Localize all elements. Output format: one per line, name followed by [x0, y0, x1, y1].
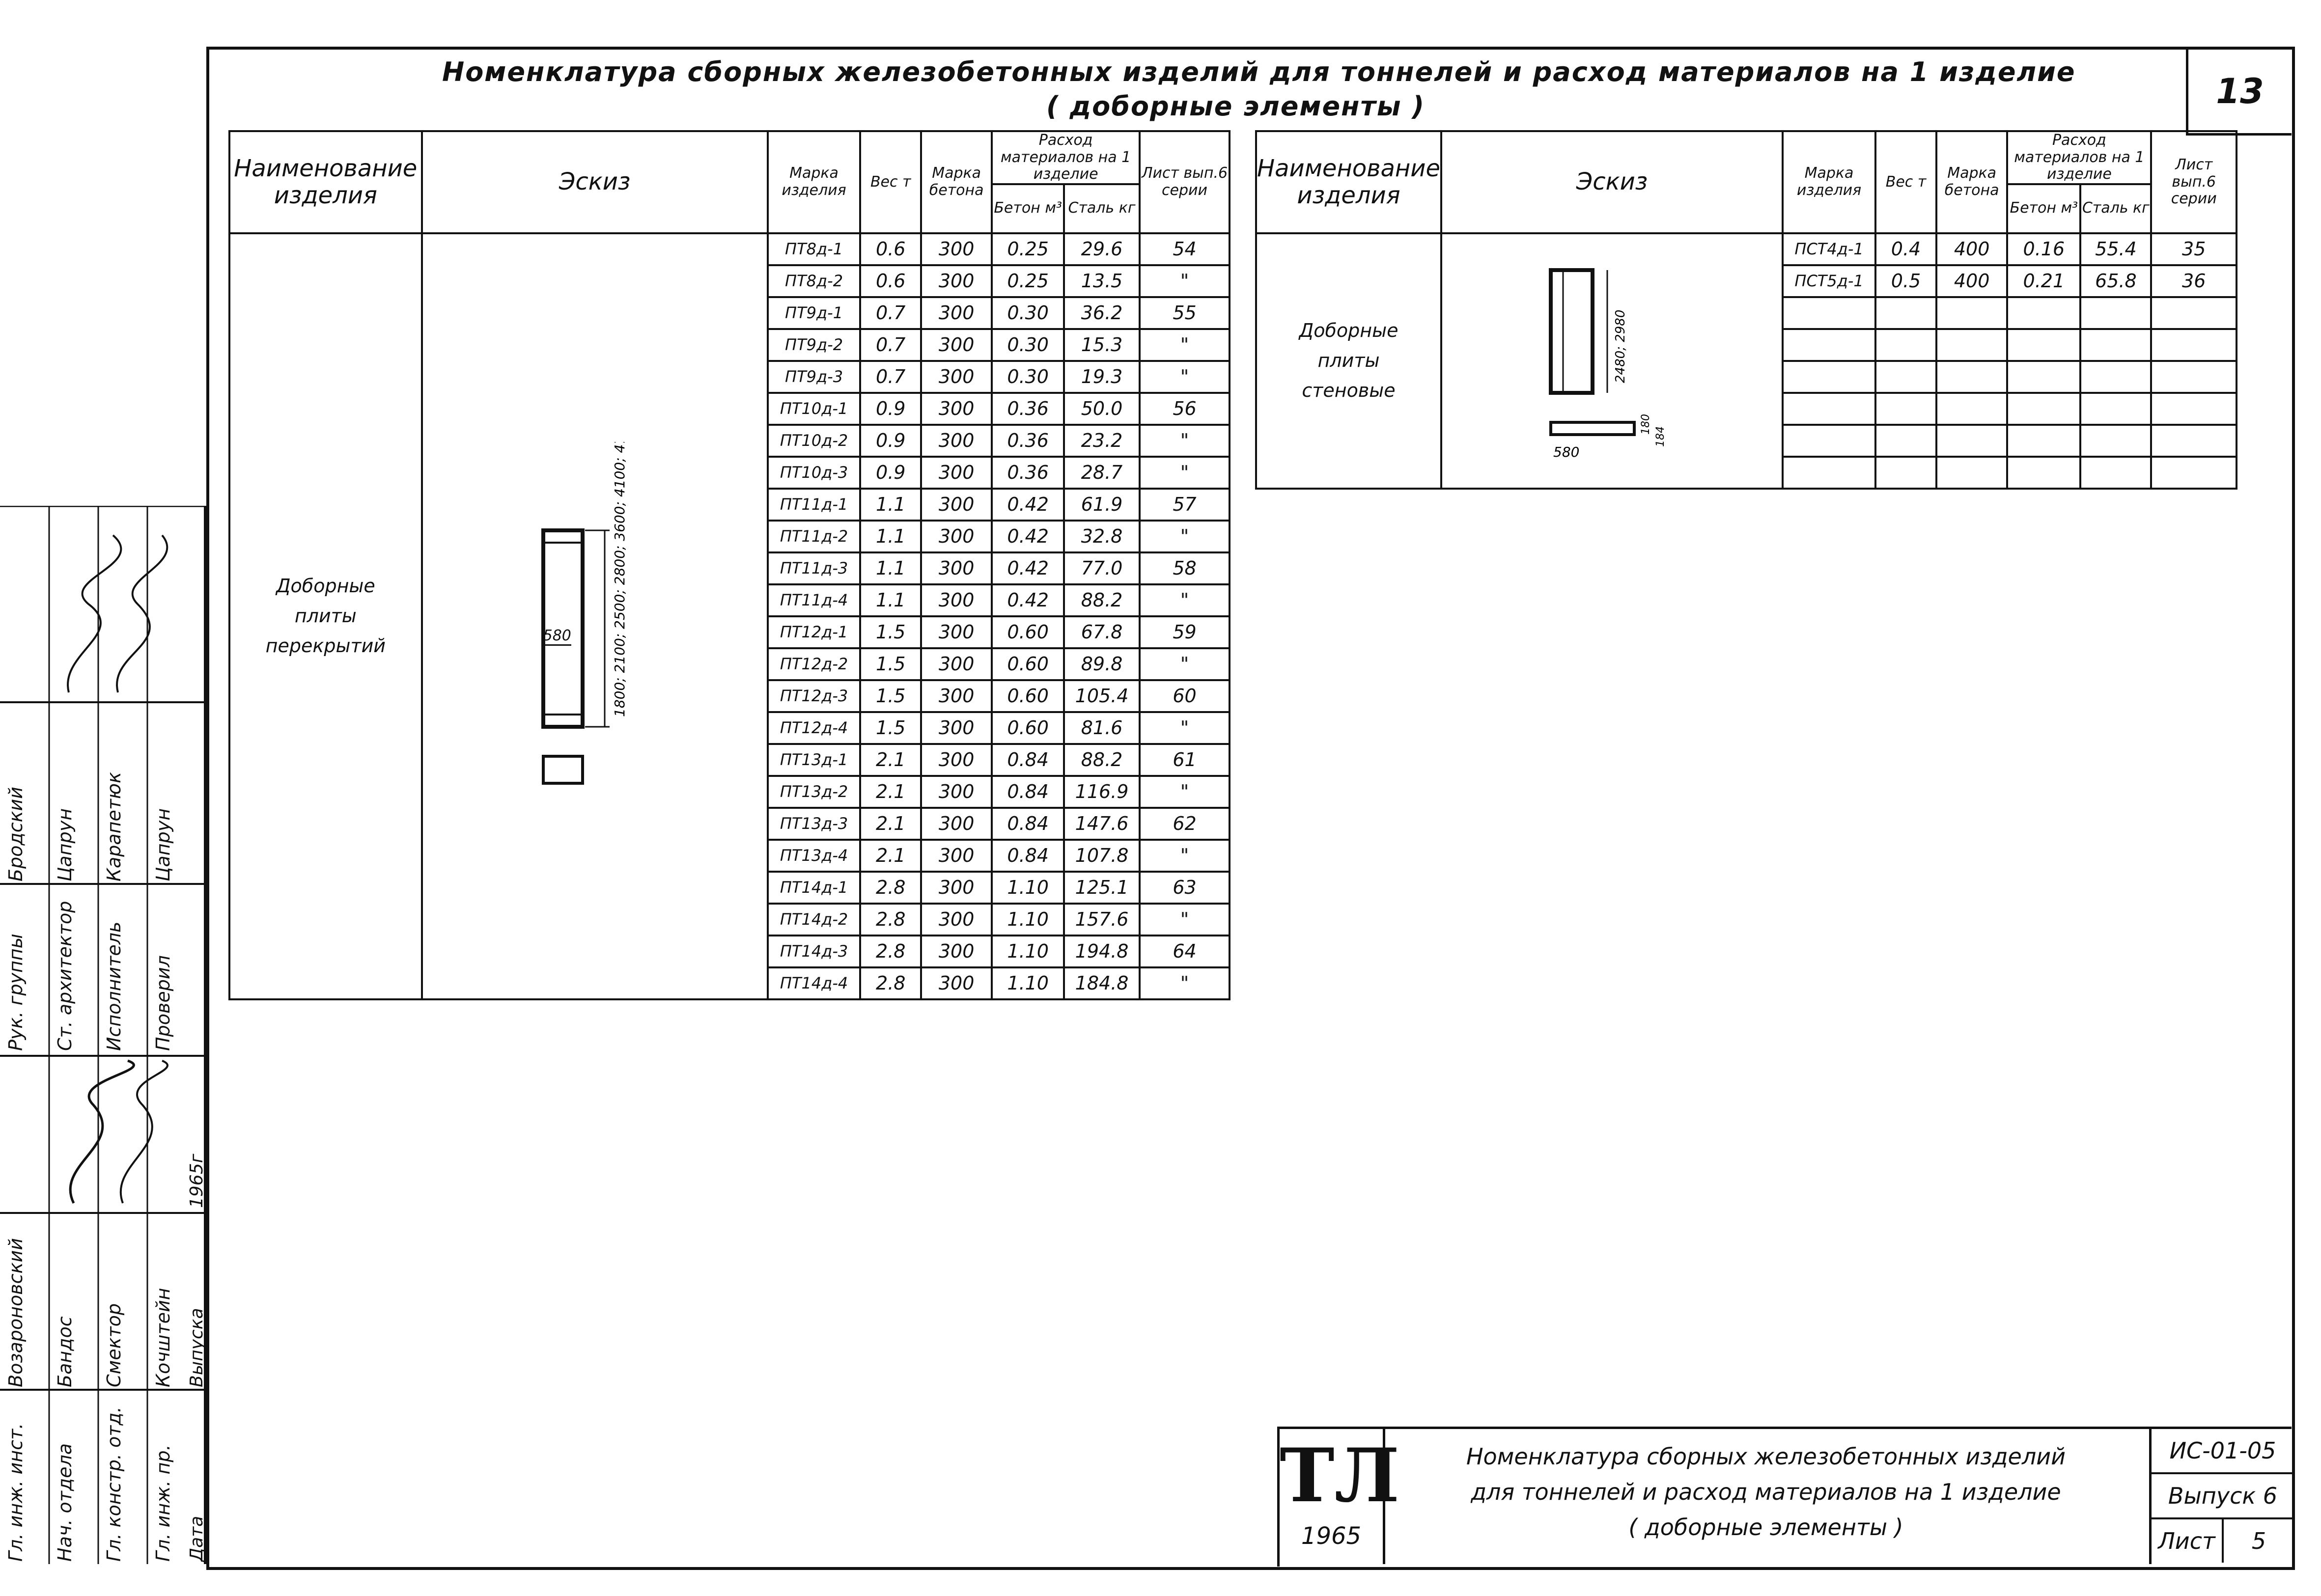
signature-label: Гл. инж. инст. [5, 1423, 27, 1562]
cell-concrete: 0.30 [992, 361, 1064, 393]
cell-grade: 400 [1936, 233, 2007, 265]
slab-width-dim: 580 [543, 627, 571, 646]
cell-steel [2080, 361, 2151, 393]
item-name: Доборные плиты перекрытий [265, 575, 386, 657]
cell-weight: 2.1 [860, 744, 921, 776]
cell-concrete: 0.60 [992, 712, 1064, 744]
cell-sheet: " [1140, 521, 1230, 552]
cell-weight: 1.1 [860, 521, 921, 552]
cell-concrete: 0.42 [992, 489, 1064, 521]
cell-grade: 300 [921, 552, 992, 584]
header-mark: Марка изделия [1783, 131, 1875, 233]
cell-mark: ПТ12д-3 [768, 680, 861, 712]
left-nomenclature-table [228, 130, 1230, 1000]
cell-weight: 2.1 [860, 808, 921, 840]
cell-mark [1783, 361, 1875, 393]
cell-mark: ПТ13д-2 [768, 776, 861, 808]
cell-weight [1875, 297, 1936, 329]
cell-mark: ПТ11д-4 [768, 584, 861, 616]
cell-grade: 300 [921, 744, 992, 776]
cell-mark: ПТ8д-2 [768, 265, 861, 297]
header-name: Наименование изделия [229, 131, 422, 233]
issue-number: Выпуск 6 [2152, 1474, 2294, 1519]
stamp-title-line-2: для тоннелей и расход материалов на 1 изделие [1471, 1479, 2061, 1505]
cell-mark: ПТ13д-3 [768, 808, 861, 840]
cell-grade: 300 [921, 967, 992, 999]
cell-concrete: 0.16 [2007, 233, 2080, 265]
wall-slab-thickness-dim: 184 [1654, 426, 1667, 447]
cell-steel: 105.4 [1064, 680, 1140, 712]
title-stamp [1277, 1427, 2292, 1567]
signature-label: Цапрун [152, 808, 174, 881]
table-row [1256, 233, 2237, 265]
cell-sheet: 62 [1140, 808, 1230, 840]
signature-label: Бродский [5, 787, 27, 881]
stamp-title [1398, 1439, 2134, 1545]
cell-weight: 0.9 [860, 425, 921, 457]
cell-steel: 65.8 [2080, 265, 2151, 297]
cell-sheet [2151, 361, 2237, 393]
cell-weight [1875, 329, 1936, 361]
cell-steel: 88.2 [1064, 744, 1140, 776]
cell-steel: 67.8 [1064, 616, 1140, 648]
signature-label: Бандос [54, 1316, 76, 1387]
cell-weight: 1.5 [860, 616, 921, 648]
cell-mark [1783, 297, 1875, 329]
cell-mark [1783, 393, 1875, 425]
header-consumption: Расход материалов на 1 изделие [992, 131, 1140, 184]
signature-label: Карапетюк [103, 772, 125, 881]
stamp-title-line-3: ( доборные элементы ) [1628, 1514, 1903, 1541]
cell-sheet [2151, 393, 2237, 425]
cell-steel: 55.4 [2080, 233, 2151, 265]
signature-label: 1965г [187, 1154, 207, 1208]
cell-weight: 2.8 [860, 904, 921, 936]
cell-grade: 300 [921, 489, 992, 521]
header-mark: Марка изделия [768, 131, 861, 233]
header-weight: Вес т [1875, 131, 1936, 233]
cell-steel: 36.2 [1064, 297, 1140, 329]
cell-concrete: 1.10 [992, 936, 1064, 967]
signature-label: Рук. группы [5, 934, 27, 1051]
header-concrete: Бетон м³ [2007, 184, 2080, 233]
cell-grade: 300 [921, 265, 992, 297]
cell-grade: 300 [921, 936, 992, 967]
header-weight: Вес т [860, 131, 921, 233]
organization-logo [1280, 1429, 1400, 1564]
wall-slab-rib-dim: 180 [1639, 414, 1652, 435]
cell-grade: 300 [921, 712, 992, 744]
header-name: Наименование изделия [1256, 131, 1441, 233]
cell-concrete: 0.60 [992, 680, 1064, 712]
cell-weight: 2.8 [860, 936, 921, 967]
wall-slab-height-dims: 2480; 2980 [1613, 309, 1628, 383]
logo-year: 1965 [1301, 1522, 1362, 1550]
header-sketch: Эскиз [422, 131, 768, 233]
cell-sheet [2151, 329, 2237, 361]
cell-sheet: " [1140, 776, 1230, 808]
cell-grade: 300 [921, 425, 992, 457]
stamp-title-line-1: Номенклатура сборных железобетонных изделий [1466, 1443, 2066, 1470]
cell-mark [1783, 457, 1875, 489]
sketch-cell [1441, 233, 1783, 489]
cell-concrete: 0.84 [992, 808, 1064, 840]
cell-steel: 13.5 [1064, 265, 1140, 297]
cell-weight: 1.5 [860, 712, 921, 744]
floor-slab-sketch [423, 442, 767, 786]
cell-concrete: 0.84 [992, 840, 1064, 872]
cell-concrete: 0.36 [992, 425, 1064, 457]
cell-concrete: 0.42 [992, 552, 1064, 584]
cell-mark: ПТ10д-3 [768, 457, 861, 489]
sheet-number: 5 [2251, 1528, 2266, 1554]
signature-label: Нач. отдела [54, 1443, 76, 1562]
cell-mark: ПТ11д-2 [768, 521, 861, 552]
cell-sheet: 59 [1140, 616, 1230, 648]
cell-weight: 0.9 [860, 457, 921, 489]
table-row [229, 233, 1230, 265]
cell-weight: 2.1 [860, 776, 921, 808]
cell-steel [2080, 425, 2151, 457]
cell-concrete: 0.60 [992, 616, 1064, 648]
cell-mark: ПСТ4д-1 [1783, 233, 1875, 265]
cell-mark: ПТ13д-4 [768, 840, 861, 872]
cell-concrete: 0.36 [992, 457, 1064, 489]
cell-grade: 300 [921, 872, 992, 904]
signature-label: Гл. констр. отд. [103, 1406, 125, 1562]
cell-weight [1875, 393, 1936, 425]
cell-concrete: 0.30 [992, 329, 1064, 361]
cell-sheet: 60 [1140, 680, 1230, 712]
signature-stroke-1 [68, 535, 121, 692]
cell-grade [1936, 297, 2007, 329]
header-concrete: Бетон м³ [992, 184, 1064, 233]
cell-weight [1875, 361, 1936, 393]
cell-steel: 50.0 [1064, 393, 1140, 425]
cell-mark: ПТ11д-3 [768, 552, 861, 584]
cell-steel: 147.6 [1064, 808, 1140, 840]
cell-grade: 300 [921, 776, 992, 808]
signature-block [0, 506, 206, 1564]
cell-grade: 300 [921, 457, 992, 489]
cell-weight: 1.5 [860, 680, 921, 712]
cell-weight: 1.1 [860, 584, 921, 616]
cell-steel: 184.8 [1064, 967, 1140, 999]
item-name: Доборные плиты стеновые [1299, 320, 1398, 401]
cell-grade: 300 [921, 904, 992, 936]
cell-weight [1875, 457, 1936, 489]
signature-label: Дата [187, 1515, 207, 1562]
signature-stroke-3 [70, 1061, 134, 1203]
cell-steel: 81.6 [1064, 712, 1140, 744]
cell-concrete [2007, 457, 2080, 489]
cell-steel: 107.8 [1064, 840, 1140, 872]
signature-label: Смектор [103, 1303, 125, 1387]
signature-label: Ст. архитектор [54, 901, 76, 1051]
cell-concrete: 0.42 [992, 584, 1064, 616]
sheet-label: Лист [2152, 1519, 2224, 1563]
cell-concrete: 1.10 [992, 904, 1064, 936]
cell-concrete [2007, 329, 2080, 361]
header-sketch: Эскиз [1441, 131, 1783, 233]
cell-mark: ПТ14д-3 [768, 936, 861, 967]
cell-sheet: " [1140, 840, 1230, 872]
cell-mark [1783, 425, 1875, 457]
item-name-cell [1256, 233, 1441, 489]
cell-mark: ПТ10д-2 [768, 425, 861, 457]
right-nomenclature-table [1255, 130, 2237, 490]
sketch-cell [422, 233, 768, 999]
header-steel: Сталь кг [2080, 184, 2151, 233]
cell-weight [1875, 425, 1936, 457]
cell-mark: ПТ12д-4 [768, 712, 861, 744]
header-sheet: Лист вып.6 серии [1140, 131, 1230, 233]
cell-concrete: 0.30 [992, 297, 1064, 329]
cell-grade: 300 [921, 584, 992, 616]
cell-concrete [2007, 425, 2080, 457]
cell-sheet: 56 [1140, 393, 1230, 425]
cell-grade: 300 [921, 361, 992, 393]
signature-label: Цапрун [54, 808, 76, 881]
cell-grade: 300 [921, 521, 992, 552]
cell-grade [1936, 425, 2007, 457]
cell-grade: 400 [1936, 265, 2007, 297]
cell-grade: 300 [921, 393, 992, 425]
signature-label: Исполнитель [103, 921, 125, 1051]
cell-weight: 0.4 [1875, 233, 1936, 265]
cell-mark: ПТ14д-2 [768, 904, 861, 936]
cell-concrete [2007, 393, 2080, 425]
header-sheet: Лист вып.6 серии [2151, 131, 2237, 233]
cell-steel: 194.8 [1064, 936, 1140, 967]
signature-label: Выпуска [187, 1308, 207, 1387]
cell-sheet [2151, 457, 2237, 489]
cell-steel: 116.9 [1064, 776, 1140, 808]
cell-steel: 125.1 [1064, 872, 1140, 904]
cell-grade: 300 [921, 616, 992, 648]
signature-stroke-2 [117, 535, 167, 692]
cell-steel: 88.2 [1064, 584, 1140, 616]
cell-weight: 2.1 [860, 840, 921, 872]
wall-slab-width-dim: 580 [1553, 444, 1579, 460]
cell-concrete: 0.25 [992, 233, 1064, 265]
cell-mark: ПТ8д-1 [768, 233, 861, 265]
cell-steel: 89.8 [1064, 648, 1140, 680]
cell-weight: 1.5 [860, 648, 921, 680]
cell-mark: ПСТ5д-1 [1783, 265, 1875, 297]
cell-weight: 0.6 [860, 265, 921, 297]
cell-sheet: " [1140, 584, 1230, 616]
cell-sheet [2151, 297, 2237, 329]
cell-mark: ПТ11д-1 [768, 489, 861, 521]
signature-label: Возароновский [5, 1238, 27, 1387]
cell-grade [1936, 329, 2007, 361]
cell-mark: ПТ9д-3 [768, 361, 861, 393]
cell-concrete [2007, 297, 2080, 329]
cell-mark: ПТ12д-1 [768, 616, 861, 648]
cell-steel: 77.0 [1064, 552, 1140, 584]
cell-sheet: 63 [1140, 872, 1230, 904]
cell-grade [1936, 393, 2007, 425]
cell-sheet: 57 [1140, 489, 1230, 521]
cell-sheet [2151, 425, 2237, 457]
cell-sheet: " [1140, 712, 1230, 744]
cell-steel [2080, 457, 2151, 489]
cell-sheet: " [1140, 648, 1230, 680]
title-line-2: ( доборные элементы ) [1046, 91, 1426, 122]
header-concrete-grade: Марка бетона [1936, 131, 2007, 233]
cell-mark: ПТ13д-1 [768, 744, 861, 776]
cell-grade: 300 [921, 297, 992, 329]
cell-concrete: 0.84 [992, 776, 1064, 808]
cell-sheet: 54 [1140, 233, 1230, 265]
sheet-row [2152, 1519, 2294, 1563]
cell-sheet: " [1140, 265, 1230, 297]
cell-steel [2080, 329, 2151, 361]
cell-concrete: 1.10 [992, 872, 1064, 904]
cell-mark: ПТ10д-1 [768, 393, 861, 425]
logo-letters: ТЛ [1280, 1432, 1400, 1519]
cell-weight: 0.7 [860, 329, 921, 361]
cell-mark: ПТ14д-1 [768, 872, 861, 904]
cell-concrete: 0.42 [992, 521, 1064, 552]
cell-grade: 300 [921, 680, 992, 712]
cell-mark: ПТ12д-2 [768, 648, 861, 680]
cell-weight: 2.8 [860, 967, 921, 999]
signature-stroke-4 [121, 1061, 168, 1203]
cell-sheet: 64 [1140, 936, 1230, 967]
sheet-number-box: 13 [2186, 50, 2292, 136]
wall-slab-sketch [1443, 241, 1782, 476]
cell-sheet: " [1140, 904, 1230, 936]
cell-weight: 0.5 [1875, 265, 1936, 297]
cell-mark [1783, 329, 1875, 361]
item-name-cell [229, 233, 422, 999]
cell-sheet: " [1140, 457, 1230, 489]
cell-steel: 28.7 [1064, 457, 1140, 489]
cell-grade: 300 [921, 840, 992, 872]
cell-weight: 0.7 [860, 297, 921, 329]
cell-steel: 19.3 [1064, 361, 1140, 393]
cell-steel: 15.3 [1064, 329, 1140, 361]
cell-grade: 300 [921, 329, 992, 361]
cell-grade: 300 [921, 648, 992, 680]
cell-steel: 61.9 [1064, 489, 1140, 521]
cell-concrete: 0.21 [2007, 265, 2080, 297]
slab-length-dims: 1800; 2100; 2500; 2800; 3600; 4100; 4700 [611, 442, 628, 717]
document-code: ИС-01-05 [2152, 1429, 2294, 1474]
cell-concrete: 0.84 [992, 744, 1064, 776]
cell-weight: 2.8 [860, 872, 921, 904]
cell-mark: ПТ9д-1 [768, 297, 861, 329]
cell-weight: 1.1 [860, 489, 921, 521]
cell-grade [1936, 361, 2007, 393]
cell-grade [1936, 457, 2007, 489]
cell-grade: 300 [921, 233, 992, 265]
signature-label: Кочштейн [152, 1288, 174, 1387]
title-line-1: Номенклатура сборных железобетонных изделий для тоннелей и расход материалов на 1 изделие [442, 56, 2076, 87]
cell-grade: 300 [921, 808, 992, 840]
cell-steel: 23.2 [1064, 425, 1140, 457]
cell-sheet: 61 [1140, 744, 1230, 776]
cell-sheet: " [1140, 967, 1230, 999]
cell-sheet: " [1140, 361, 1230, 393]
signature-label: Проверил [152, 955, 174, 1051]
cell-weight: 1.1 [860, 552, 921, 584]
cell-weight: 0.7 [860, 361, 921, 393]
cell-sheet: 58 [1140, 552, 1230, 584]
header-steel: Сталь кг [1064, 184, 1140, 233]
cell-steel [2080, 297, 2151, 329]
cell-sheet: " [1140, 425, 1230, 457]
cell-mark: ПТ14д-4 [768, 967, 861, 999]
cell-sheet: 55 [1140, 297, 1230, 329]
cell-steel: 29.6 [1064, 233, 1140, 265]
cell-steel: 157.6 [1064, 904, 1140, 936]
cell-steel: 32.8 [1064, 521, 1140, 552]
cell-weight: 0.9 [860, 393, 921, 425]
cell-concrete [2007, 361, 2080, 393]
cell-sheet: 36 [2151, 265, 2237, 297]
header-consumption: Расход материалов на 1 изделие [2007, 131, 2151, 184]
cell-concrete: 0.60 [992, 648, 1064, 680]
signature-label: Гл. инж. пр. [152, 1444, 174, 1562]
cell-concrete: 0.25 [992, 265, 1064, 297]
stamp-code-block [2149, 1429, 2294, 1564]
cell-concrete: 0.36 [992, 393, 1064, 425]
cell-steel [2080, 393, 2151, 425]
cell-weight: 0.6 [860, 233, 921, 265]
cell-sheet: " [1140, 329, 1230, 361]
cell-sheet: 35 [2151, 233, 2237, 265]
cell-concrete: 1.10 [992, 967, 1064, 999]
cell-mark: ПТ9д-2 [768, 329, 861, 361]
header-concrete-grade: Марка бетона [921, 131, 992, 233]
